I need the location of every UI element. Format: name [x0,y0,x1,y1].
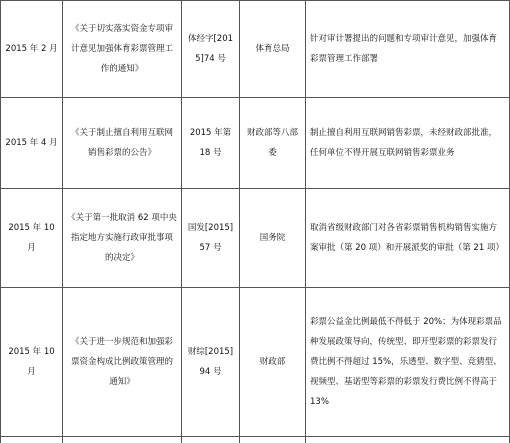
document-title-cell: 《关于第一批取消 62 项中央指定地方实施行政审批事项的决定》 [63,189,182,288]
content-cell: 彩票公益金比例最低不得低于 20%；为体现彩票品种发展政策导向，传统型、即开型彩票的彩票发行费比例不得超过 15%，乐透型、数字型、竞猜型、视频型、基诺型等彩票的彩票发行费比例不得高于 13% [306,288,510,437]
table-row [1,189,510,288]
document-number-cell: 2015 年第 18 号 [182,98,240,189]
document-number-cell: 体经字[2015]74 号 [182,1,240,98]
content-cell: 取消省级财政部门对各省彩票销售机构销售实施方案审批（第 20 项）和开展派奖的审批（第 21 项） [306,189,510,288]
table-row [1,98,510,189]
document-title-cell: 《关于制止擅自利用互联网销售彩票的公告》 [63,98,182,189]
issuer-cell: 体育总局 [240,1,306,98]
content-cell: 针对审计署提出的问题和专项审计意见，加强体育彩票管理工作部署 [306,1,510,98]
document-title-cell: 《关于切实落实资金专项审计意见加强体育彩票管理工作的通知》 [63,1,182,98]
date-cell: 2015 年 10 月 [1,189,63,288]
date-cell: 2015 年 2 月 [1,1,63,98]
table-row [1,288,510,437]
table-row [1,1,510,98]
document-number-cell: 国发[2015]57 号 [182,189,240,288]
issuer-cell: 国务院 [240,189,306,288]
content-cell: 制止擅自利用互联网销售彩票，未经财政部批准，任何单位不得开展互联网销售彩票业务 [306,98,510,189]
document-title-cell: 《关于进一步规范和加强彩票资金构成比例政策管理的通知》 [63,288,182,437]
issuer-cell: 财政部 [240,288,306,437]
document-number-cell: 财综[2015]94 号 [182,288,240,437]
date-cell: 2015 年 4 月 [1,98,63,189]
date-cell: 2015 年 10 月 [1,288,63,437]
issuer-cell: 财政部等八部委 [240,98,306,189]
